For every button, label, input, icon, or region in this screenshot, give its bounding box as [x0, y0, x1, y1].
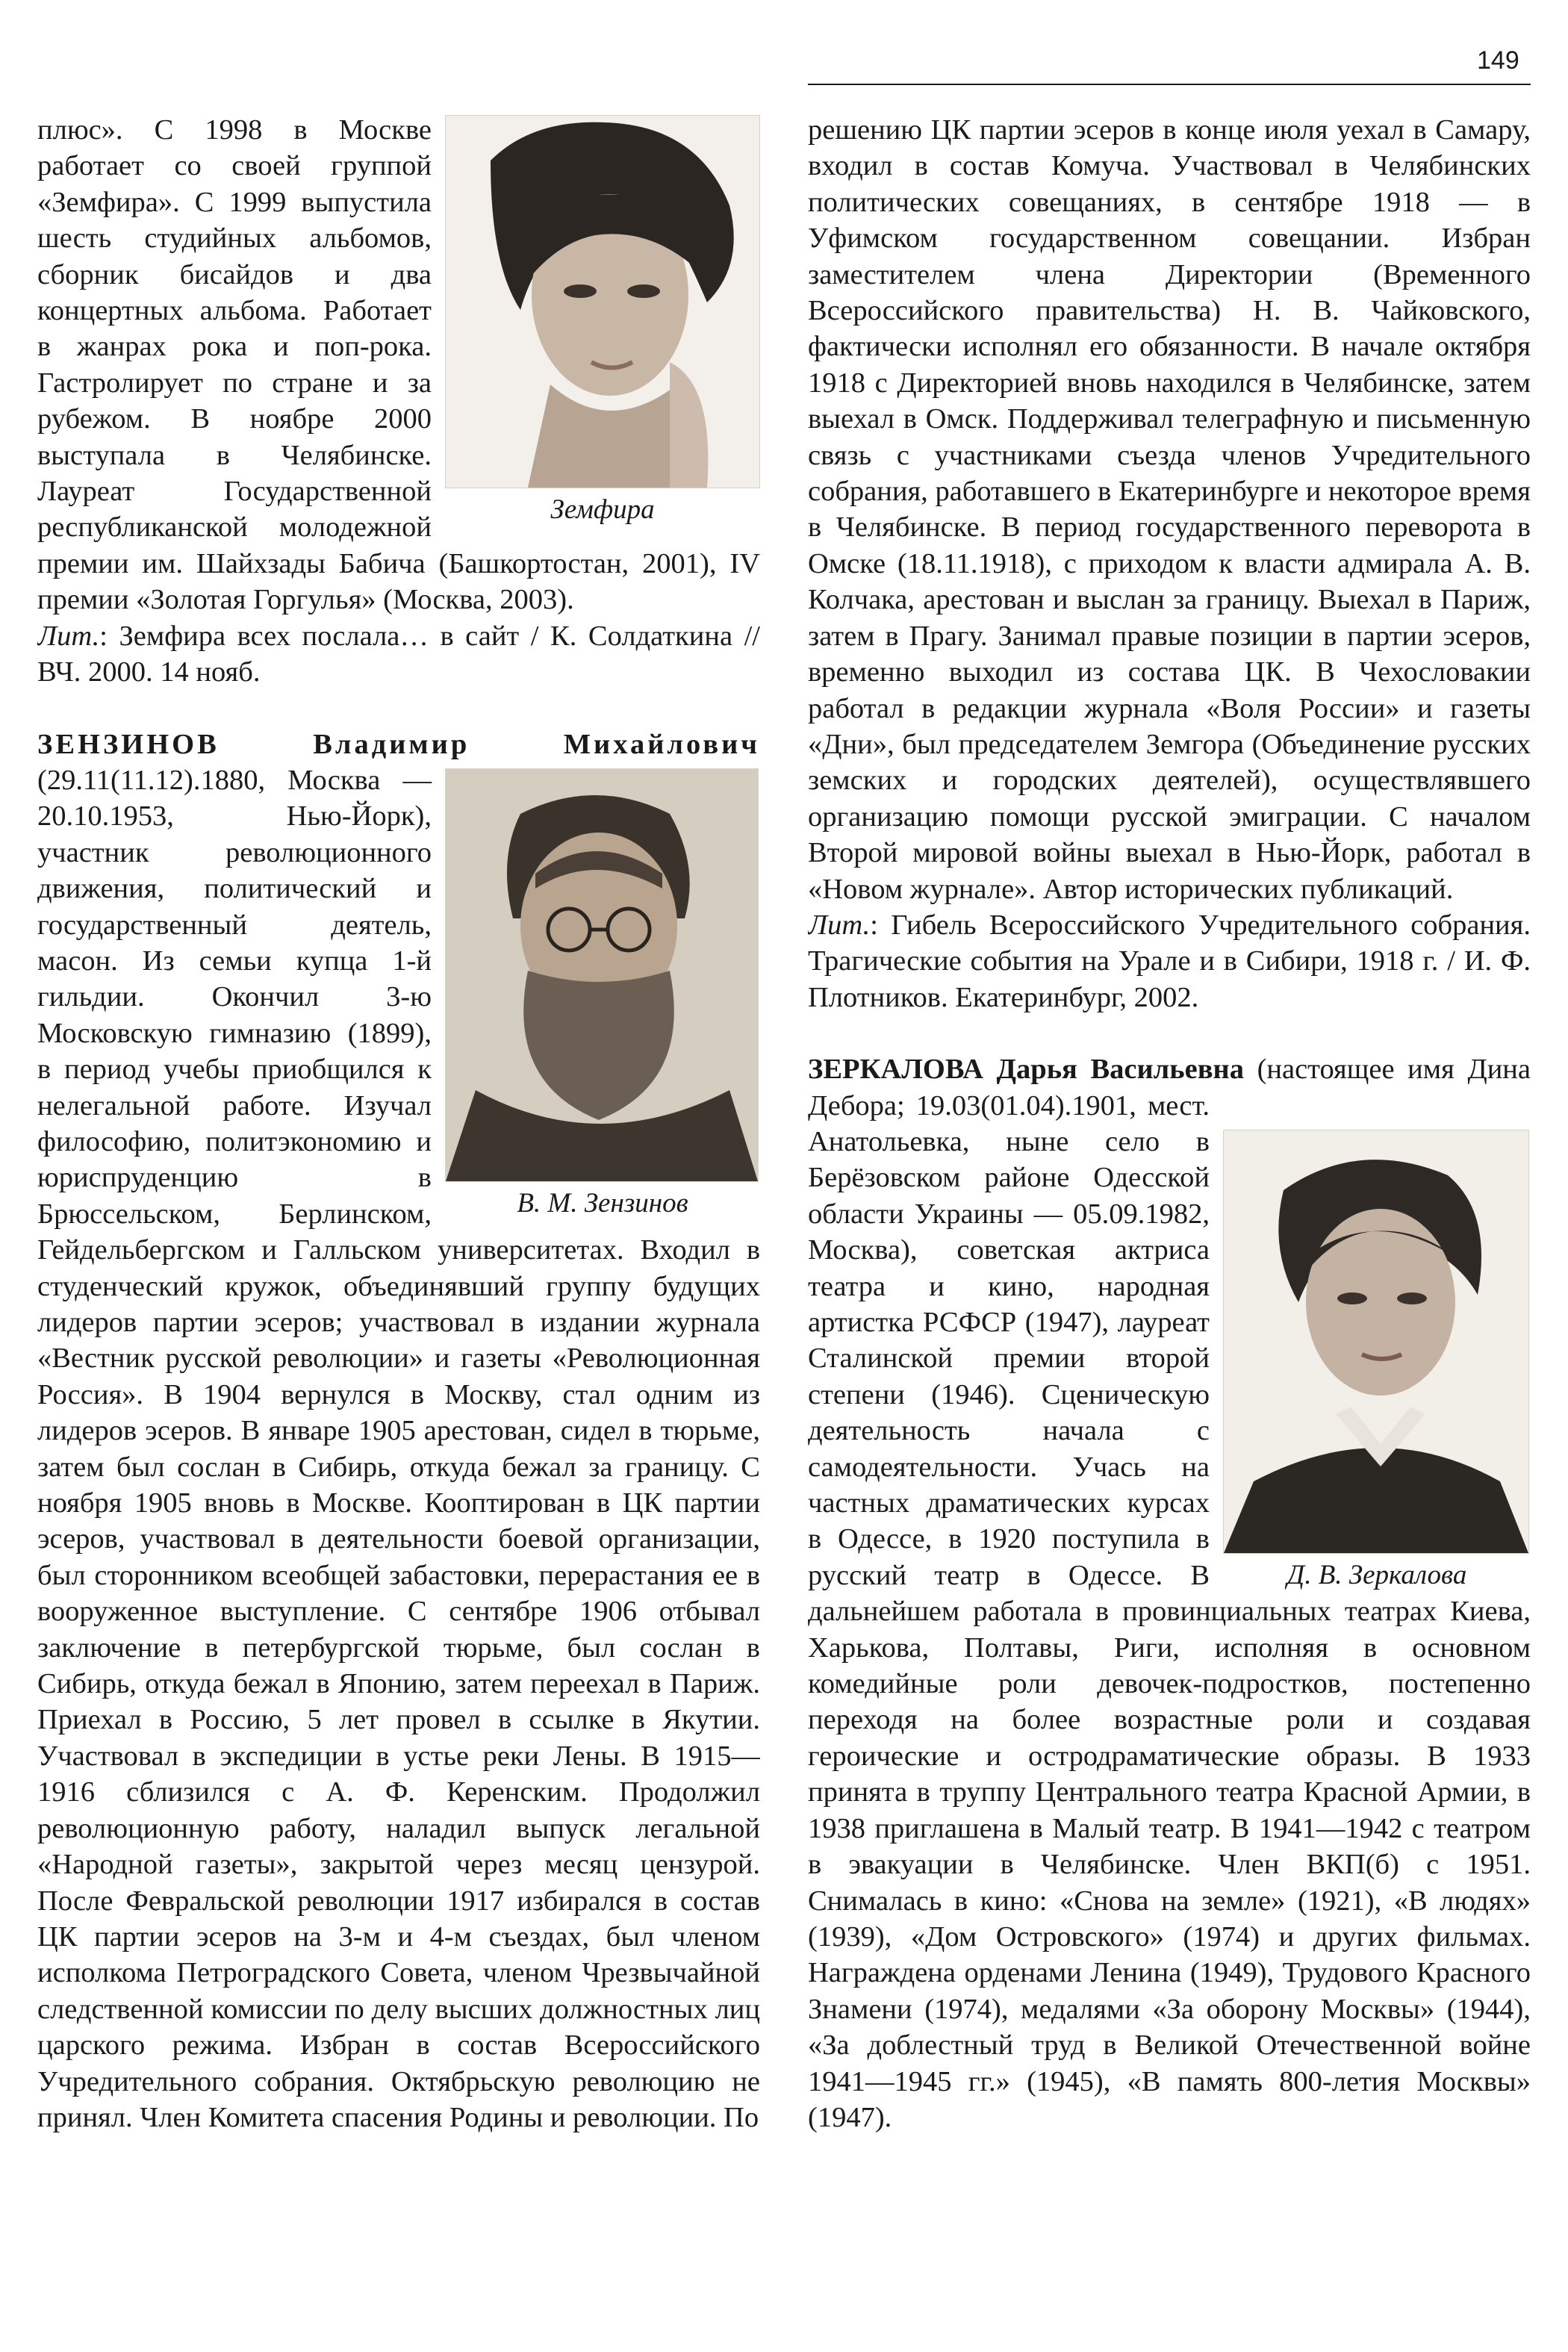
entry-text: (настоящее имя Дина Дебора; 19.03(01.04).1901, мест. Анатольевка, ныне село в Берёзовском районе Одесской области Украины — 05.09.1982, Москва), советская актриса театра и кино, народная артистка РСФСР (1947), лауреат Сталинской премии второй степени (1946). Сценическую деятельность начала с самодеятельности. Учась на частных драматических курсах в Одессе, в 1920 поступила в русский театр в Одессе. В дальнейшем работала в провинциальных театрах Киева, Харькова, Полтавы, Риги, исполняя в основном комедийные роли девочек-подростков, постепенно переходя на более возрастные роли и создавая героические и остродраматические образы. В 1933 принята в труппу Центрального театра Красной Армии, в 1938 приглашена в Малый театр. В 1941—1942 с театром в эвакуации в Челябинске. Член ВКП(б) с 1951. Снималась в кино: «Снова на земле» (1921), «В людях» (1939), «Дом Островского» (1974) и других фильмах. Награждена орденами Ленина (1949), Трудового Красного Знамени (1974), медалями «За оборону Москвы» (1944), «За доблестный труд в Великой Отечественной войне 1941—1945 гг.» (1945), «В память 800-летия Москвы» (1947).: [808, 1054, 1531, 2133]
literature-label: Лит.: [808, 909, 871, 941]
portrait-photo-zenzinov: [445, 768, 759, 1182]
page-number: 149: [1477, 46, 1519, 75]
figure-zenzinov: [445, 768, 760, 1221]
figure-zemfira: [445, 115, 760, 527]
entry-headword: ЗЕРКАЛОВА Дарья Васильевна: [808, 1054, 1244, 1086]
figure-caption: В. М. Зензинов: [517, 1187, 688, 1219]
figure-caption: Д. В. Зеркалова: [1287, 1559, 1467, 1590]
literature-text: : Земфира всех послала… в сайт / К. Солдаткина // ВЧ. 2000. 14 нояб.: [37, 620, 760, 688]
literature-label: Лит.: [37, 620, 100, 652]
entry-zerkalova: [808, 1051, 1531, 2135]
entry-text: (29.11(11.12).1880, Москва — 20.10.1953, Нью-Йорк), участник революционного движения, политический и государственный деятель, масон. Из семьи купца 1-й гильдии. Окончил 3-ю Московскую гимназию (1899), в период учебы приобщился к нелегальной работе. Изучал философию, политэкономию и юриспруденцию в Брюссельском, Берлинском, Гейдельбергском и Галльском университетах. Входил в студенческий кружок, объединявший группу будущих лидеров партии эсеров; участвовал в издании журнала «Вестник русской революции» и газеты «Революционная Россия». В 1904 вернулся в Москву, стал одним из лидеров эсеров. В январе 1905 арестован, сидел в тюрьме, затем был сослан в Сибирь, откуда бежал за границу. С ноября 1905 вновь в Москве. Кооптирован в ЦК партии эсеров, участвовал в деятельности боевой организации, был сторонником всеобщей забастовки, перерастания ее в вооруженное выступление. С сентябре 1906 отбывал заключение в петербургской тюрьме, был сослан в Сибирь, откуда бежал в Японию, затем переехал в Париж. Приехал в Россию, 5 лет провел в ссылке в Якутии. Участвовал в экспедиции в устье реки Лены. В 1915—1916 сблизился с А. Ф. Керенским. Продолжил революционную работу, наладил выпуск легальной «Народной газеты», закрытой через месяц цензурой. После Февральской революции 1917 избирался в состав ЦК партии эсеров на 3-м и 4-м съездах, был членом исполкома Петроградского Совета, членом Чрезвычайной следственной комиссии по делу высших должностных лиц царского режима. Избран в состав Всероссийского Учредительного собрания. Октябрьскую революцию не принял. Член Комитета спасения Родины и революции. По: [37, 764, 760, 2133]
header-rule: [808, 84, 1531, 85]
right-column: [808, 112, 1531, 2322]
figure-caption: Земфира: [550, 494, 655, 525]
literature-text: : Гибель Всероссийского Учредительного собрания. Трагические события на Урале и в Сибири, 1918 г. / И. Ф. Плотников. Екатеринбург, 2002.: [808, 909, 1531, 1013]
literature-reference: [37, 618, 760, 691]
entry-zenzinov: [37, 727, 760, 2136]
portrait-photo-zemfira: [445, 115, 760, 488]
literature-reference: [808, 907, 1531, 1015]
entry-text: решению ЦК партии эсеров в конце июля уехал в Самару, входил в состав Комуча. Участвовал в Челябинских политических совещаниях, в сентябре 1918 — в Уфимском государственном совещании. Избран заместителем члена Директории (Временного Всероссийского правительства) Н. В. Чайковского, фактически исполнял его обязанности. В начале октября 1918 с Директорией вновь находился в Челябинске, затем выехал в Омск. Поддерживал телеграфную и письменную связь с участниками съезда членов Учредительного собрания, работавшего в Екатеринбурге и некоторое время в Челябинске. В период государственного переворота в Омске (18.11.1918), с приходом к власти адмирала А. В. Колчака, арестован и выслан за границу. Выехал в Париж, затем в Прагу. Занимал правые позиции в партии эсеров, временно выходил из состава ЦК. В Чехословакии работал в редакции журнала «Воля России» и газеты «Дни», был председателем Земгора (Объединение русских земских и городских деятелей), осуществлявшего организацию помощи русской эмиграции. С началом Второй мировой войны выехал в Нью-Йорк, работал в «Новом журнале». Автор исторических публикаций.: [808, 114, 1531, 905]
portrait-photo-zerkalova: [1223, 1130, 1529, 1554]
entry-text: плюс». С 1998 в Москве работает со своей группой «Земфира». С 1999 выпустила шесть студийных альбомов, сборник бисайдов и два концертных альбома. Работает в жанрах рока и поп-рока. Гастролирует по стране и за рубежом. В ноябре 2000 выступала в Челябинске. Лауреат Государственной республиканской молодежной премии им. Шайхзады Бабича (Башкортостан, 2001), IV премии «Золотая Горгулья» (Москва, 2003).: [37, 114, 760, 616]
left-column: [37, 112, 760, 2322]
entry-headword: ЗЕНЗИНОВ Владимир Михайлович: [37, 728, 760, 760]
figure-zerkalova: [1223, 1130, 1531, 1593]
